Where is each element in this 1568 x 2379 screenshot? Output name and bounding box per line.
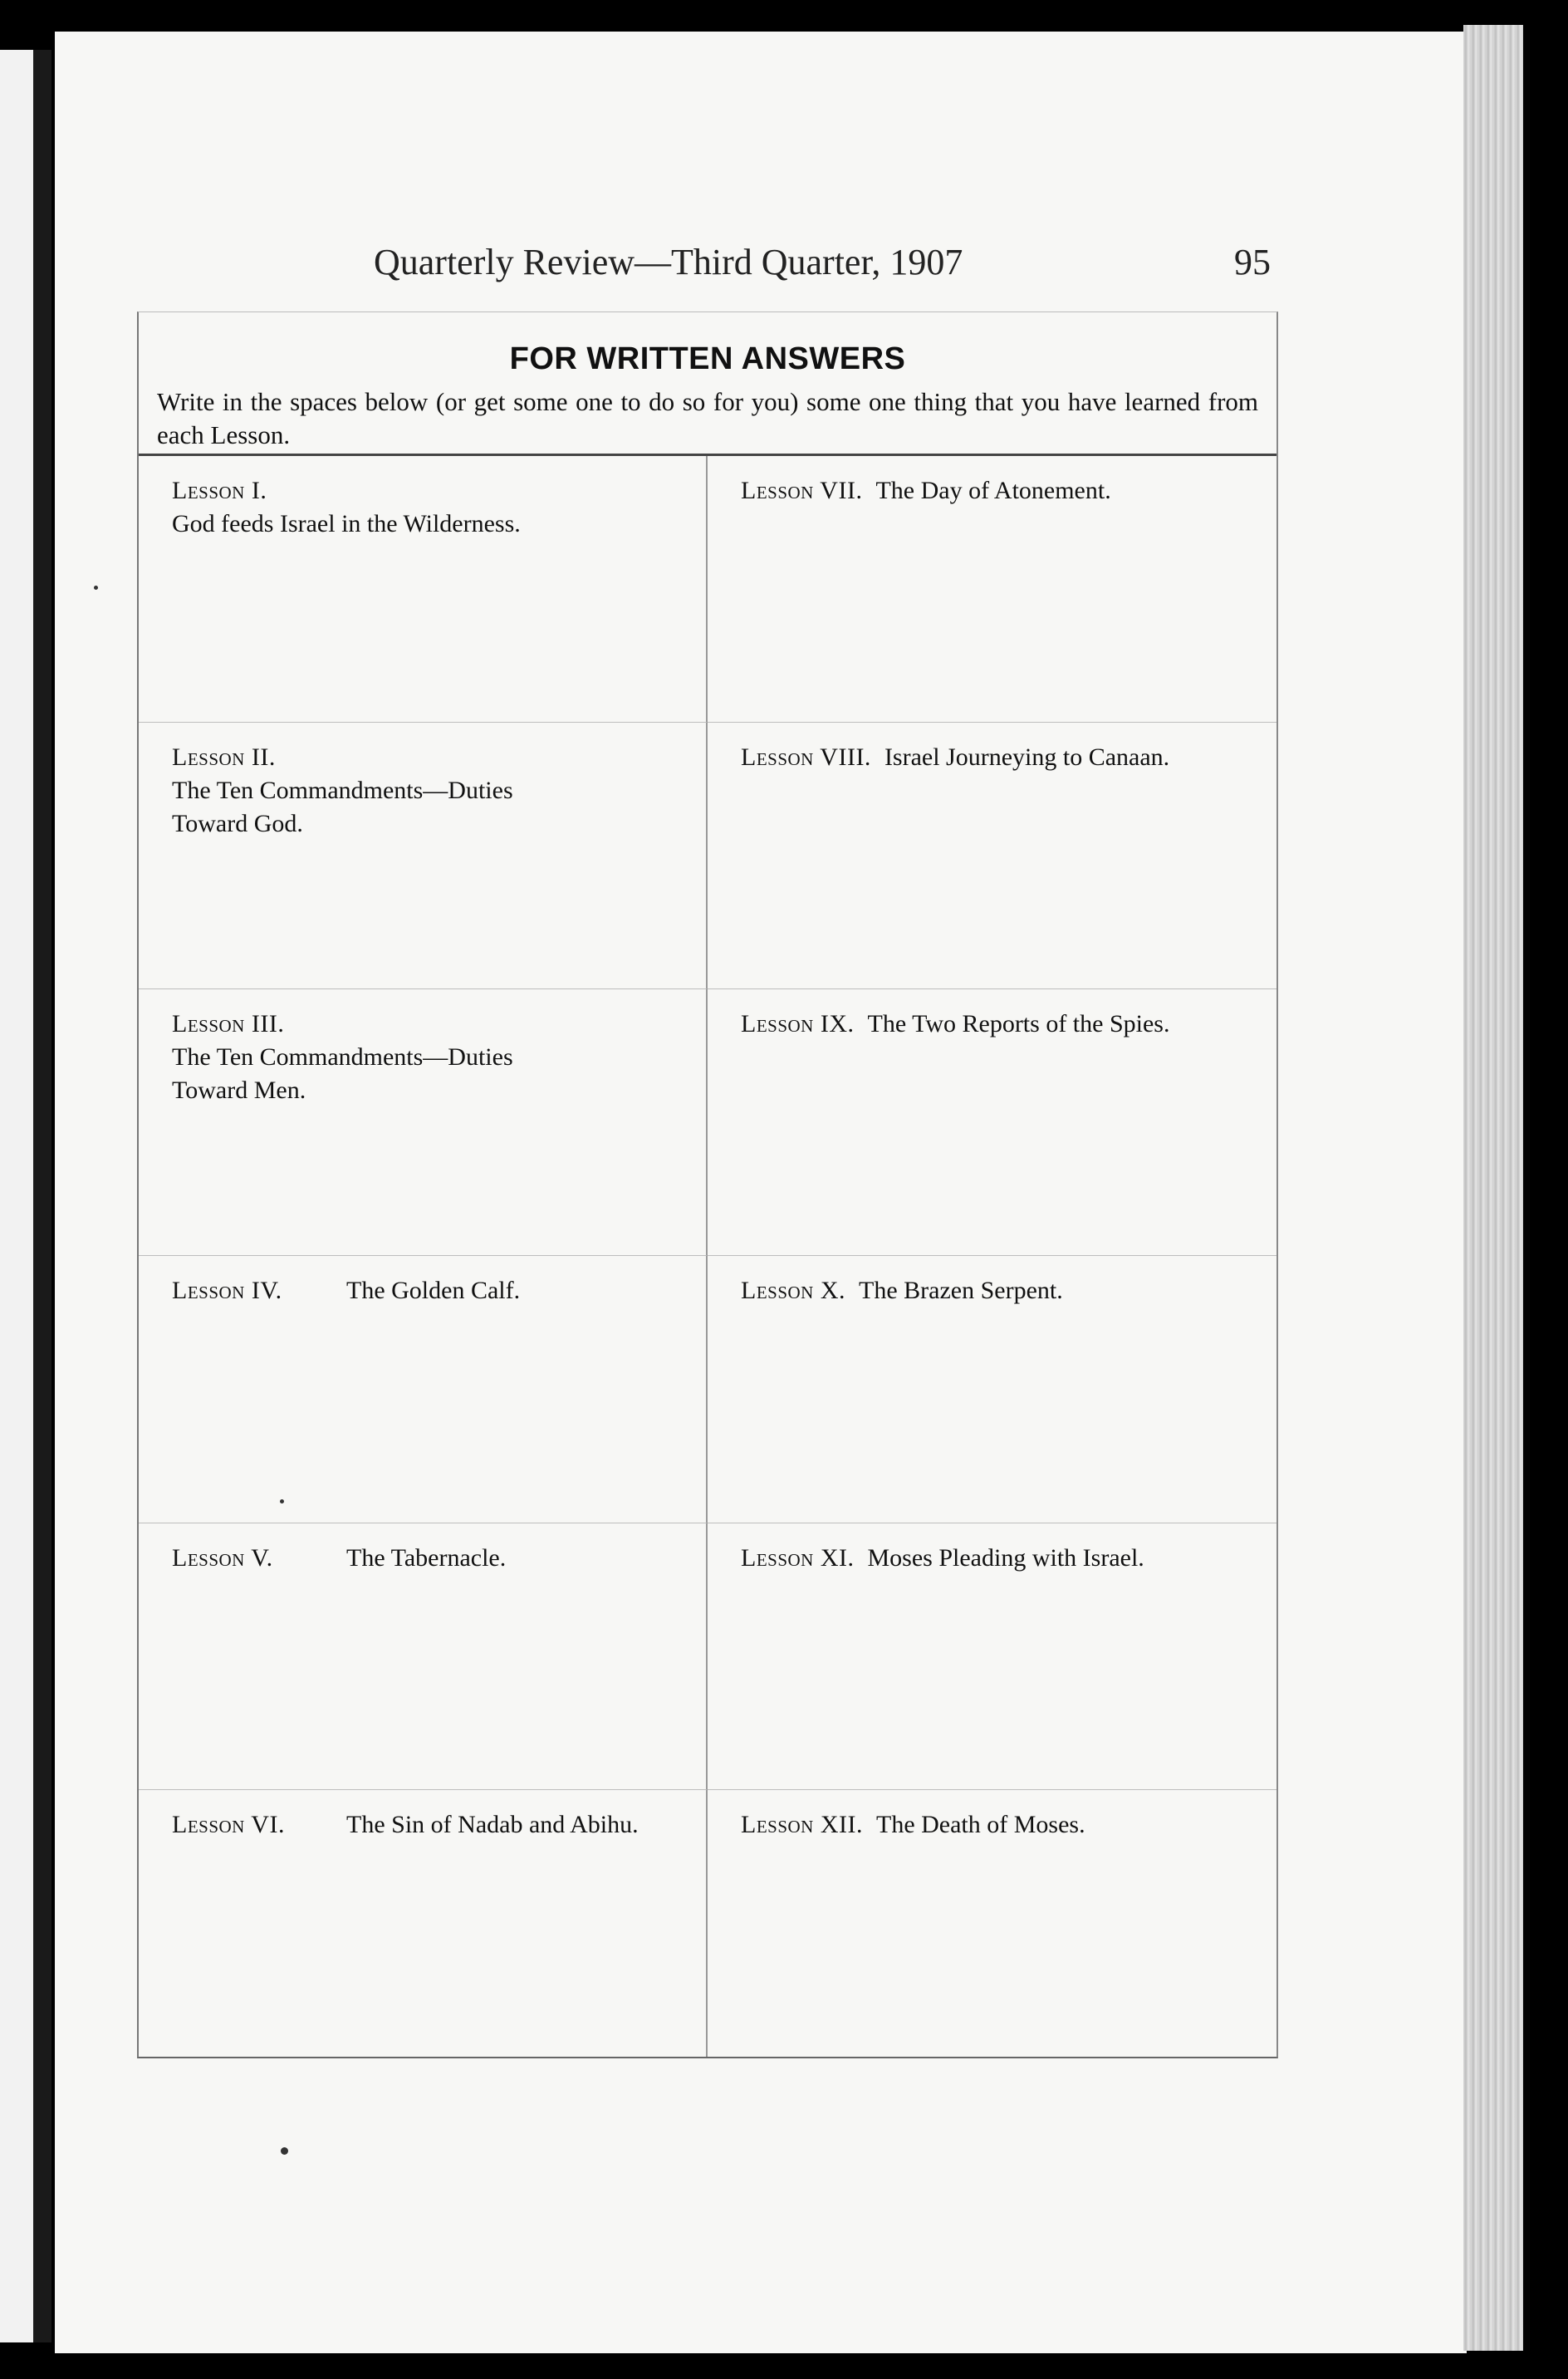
- page-number: 95: [1234, 242, 1271, 282]
- lesson-label: Lesson VIII.: [741, 743, 871, 772]
- lesson-title: The Day of Atonement.: [875, 477, 1111, 504]
- lesson-cell-12[interactable]: [708, 1790, 1276, 2057]
- lesson-cell-11[interactable]: [708, 1523, 1276, 1790]
- lesson-title: The Sin of Nadab and Abihu.: [346, 1810, 639, 1838]
- ink-speck: [280, 1499, 284, 1503]
- lesson-title: The Golden Calf.: [346, 1277, 521, 1305]
- written-answers-form: [137, 311, 1278, 2058]
- binding-shadow: [33, 50, 51, 2342]
- lesson-label: Lesson III.: [172, 1010, 285, 1038]
- lesson-label: Lesson I.: [172, 477, 267, 504]
- lesson-cell-7[interactable]: [708, 456, 1276, 723]
- lesson-title: Israel Journeying to Canaan.: [884, 743, 1170, 772]
- lesson-label: Lesson VII.: [741, 477, 863, 504]
- form-header: [139, 312, 1276, 456]
- ink-speck: [94, 586, 98, 590]
- lesson-label: Lesson VI.: [172, 1810, 285, 1838]
- form-instructions: Write in the spaces below (or get some one to do so for you) some one thing that you have learned from each Lesson.: [157, 387, 1258, 449]
- page-stack-edges: [1463, 25, 1523, 2351]
- lesson-cell-4[interactable]: [139, 1256, 708, 1523]
- lesson-cell-6[interactable]: [139, 1790, 708, 2057]
- lesson-title: The Death of Moses.: [876, 1810, 1085, 1838]
- lesson-label: Lesson IV.: [172, 1277, 282, 1305]
- lesson-cell-5[interactable]: [139, 1523, 708, 1790]
- lesson-title: The Two Reports of the Spies.: [867, 1010, 1170, 1038]
- lesson-label: Lesson X.: [741, 1277, 846, 1305]
- lessons-grid: [139, 456, 1276, 2057]
- lesson-label: Lesson II.: [172, 743, 276, 772]
- lesson-cell-3[interactable]: [139, 989, 708, 1256]
- lesson-title: God feeds Israel in the Wilderness.: [172, 510, 521, 537]
- lesson-title: The Tabernacle.: [346, 1543, 507, 1572]
- lesson-cell-9[interactable]: [708, 989, 1276, 1256]
- running-head-title: Quarterly Review—Third Quarter, 1907: [374, 242, 963, 282]
- form-title: FOR WRITTEN ANSWERS: [509, 341, 906, 376]
- lesson-label: Lesson V.: [172, 1543, 273, 1572]
- lesson-cell-2[interactable]: [139, 723, 708, 989]
- lesson-cell-10[interactable]: [708, 1256, 1276, 1523]
- lesson-title: Moses Pleading with Israel.: [867, 1543, 1144, 1572]
- lesson-label: Lesson XII.: [741, 1810, 863, 1838]
- lesson-title: The Ten Commandments—Duties Toward God.: [172, 777, 513, 838]
- lesson-title: The Brazen Serpent.: [859, 1277, 1063, 1305]
- lesson-title: The Ten Commandments—Duties Toward Men.: [172, 1043, 513, 1105]
- lesson-cell-1[interactable]: [139, 456, 708, 723]
- lesson-label: Lesson XI.: [741, 1543, 855, 1572]
- ink-speck: [281, 2147, 288, 2155]
- lesson-label: Lesson IX.: [741, 1010, 855, 1038]
- scan-border: [1523, 25, 1568, 2379]
- lesson-cell-8[interactable]: [708, 723, 1276, 989]
